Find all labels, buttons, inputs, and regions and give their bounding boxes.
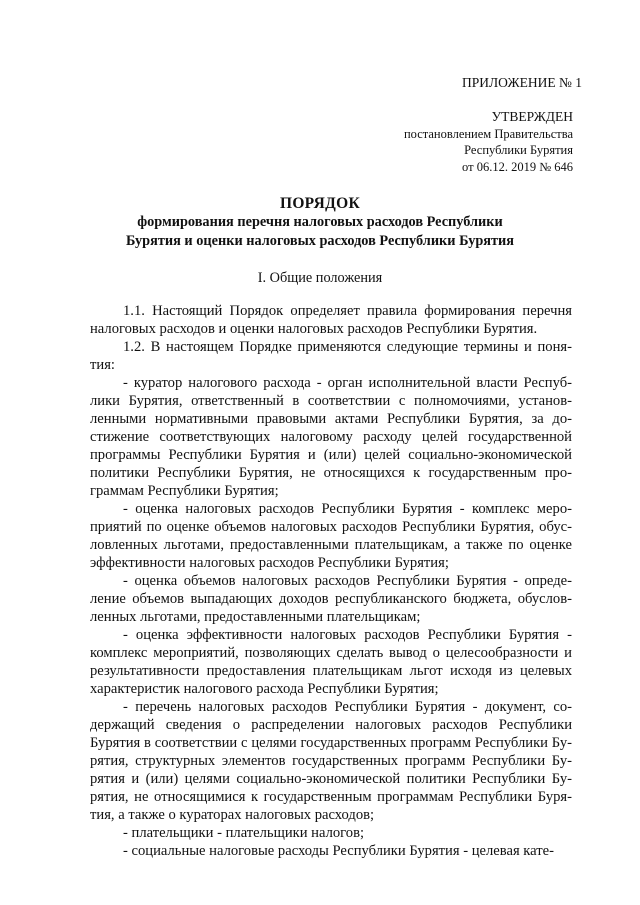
paragraph: - оценка объемов налоговых расходов Республики Бурятия - определение объемов выпадающих доходов республиканского бюджета, обусловленных льготами, предоставленными плательщикам; [90,573,572,625]
approved-date: от 06.12. 2019 № 646 [462,159,573,174]
section-heading: I. Общие положения [257,270,383,286]
title-main: ПОРЯДОК [279,195,361,212]
approved-by-line-1: постановлением Правительства [403,126,573,141]
paragraph: - социальные налоговые расходы Республики Бурятия - целевая кате- [123,843,554,859]
approval-block [404,109,573,175]
paragraph: - оценка налоговых расходов Республики Бурятия - комплекс мероприятий по оценке объемов налоговых расходов Республики Бурятия, обусловленных льготами, предоставленными плательщикам, а также по оценке эффективности налоговых расходов Республики Бурятия; [90,501,572,571]
paragraph: - плательщики - плательщики налогов; [123,825,365,841]
title-line-1: формирования перечня налоговых расходов Республики [137,214,503,230]
paragraph: - перечень налоговых расходов Республики Бурятия - документ, содержащий сведения о распределении налоговых расходов Республики Бурятия в соответствии с целями государственных программ Республики Бурятия, структурных элементов государственных программ Республики Бурятия и (или) целями социально-экономической политики Республики Бурятия, не относящимися к государственным программам Республики Бурятия, а также о кураторах налоговых расходов; [90,699,572,823]
appendix-label: ПРИЛОЖЕНИЕ № 1 [461,75,582,90]
paragraph: 1.2. В настоящем Порядке применяются следующие термины и понятия: [90,339,572,373]
paragraph: - оценка эффективности налоговых расходов Республики Бурятия - комплекс мероприятий, позволяющих сделать вывод о целесообразности и результативности предоставления плательщикам льгот исходя из целевых характеристик налогового расхода Республики Бурятия; [90,627,572,697]
paragraph: - куратор налогового расхода - орган исполнительной власти Республики Бурятия, ответственный в соответствии с полномочиями, установленными нормативными правовыми актами Республики Бурятия, за достижение соответствующих налоговому расходу целей государственной программы Республики Бурятия и (или) целей социально-экономической политики Республики Бурятия, не относящихся к государственным программам Республики Бурятия; [90,375,572,499]
approved-by-line-2: Республики Бурятия [464,143,573,157]
paragraph: 1.1. Настоящий Порядок определяет правила формирования перечня налоговых расходов и оценки налоговых расходов Республики Бурятия. [90,303,572,337]
approved-label: УТВЕРЖДЕН [491,109,573,124]
title-line-2: Бурятия и оценки налоговых расходов Республики Бурятия [125,233,515,249]
document-title [70,194,570,251]
document-body [90,302,572,860]
